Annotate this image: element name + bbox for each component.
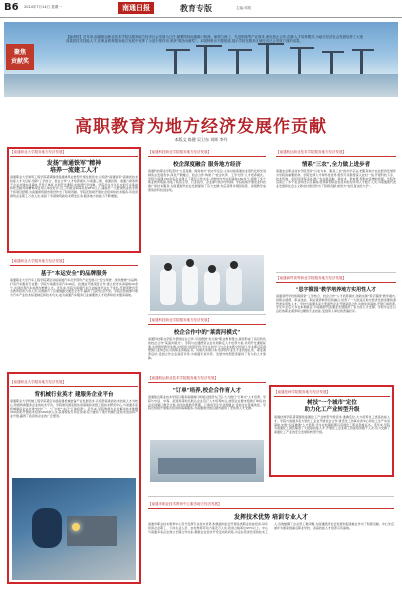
- byline: 本版文 陈健 吴卫东 刘晖 李丹: [174, 137, 228, 142]
- article-tag: 【南通科技职业学院服务地方经济发展】: [148, 150, 266, 157]
- article-6: [148, 376, 266, 436]
- article-body: 南通商贸学校积极探索"工学结合、校企合作"人才培养模式,创新实施"思字箍园"教学模式,将职业道德、职业技能、职业素养教育有机融合,培养了一大批适应地方经济发展需要的商贸类实用性人才。学校与南通多家大型商贸企业开展深度合作,共建实训基地,开展订单培养,学生毕业后大多在本地就业,为南通商贸流通业发展提供了有力的人才支撑。学校毕业生以良好的职业素养和过硬的专业技能,受到用人单位的普遍好评。: [276, 294, 396, 314]
- divider: [148, 496, 394, 497]
- article-body: 南通技师学院紧紧围绕南通化工产业转型升级需求,准确定位,大力培养化工类高技能人才。学院与南通多家大型化工企业开展校企合作,建设化工仿真实训中心和化工生产实训基地,实施"双证融通"人才培养,学生在校期间即可获得化工职业资格证书。近年来,学院为南通化工园区输送了大批高技能人才,开展化工企业职工技能培训数千人次,有力支撑了南通化工产业的安全发展和转型升级。: [274, 415, 390, 435]
- article-body: 南通科技职业学院与德国企业合作,引进德国"双元制"职业教育理念,探索形成了具有特色的校企合作"莱茵河模式"。学院与在通德资企业共同制定人才培养方案,共同开发课程标准,共同组织教学实施,共同进行质量评价,学生在校学习与企业实践交替进行,毕业即可获得德国行业协会认可的职业资格证书。该模式实施以来,培养的毕业生专业技能扎实、职业素养良好,受到合作企业高度评价,为南通引进外资、发展外向型经济提供了有力的人才保障。: [148, 337, 266, 360]
- highlight-box: [7, 372, 141, 584]
- award-badge: [6, 44, 34, 70]
- article-tag: 【南通航运职业技术学院服务地方经济发展】: [276, 150, 396, 157]
- article-body: 南通职业大学汽车工程学院紧密对接南通汽车及零部件产业发展,以"安全驾驶、绿色维修"为品牌,打造汽车服务专业群。学院与南通多家汽车4S店、检测站开展深度合作,建立校外实训基地20余个,共同培养汽车检测与维修人才。近年来,学院为南通汽车行业输送毕业生千余名,开展驾驶员安全教育培训万余人次,有效提升了区域道路交通安全水平,赢得了良好社会声誉。学院还积极参与地方汽车产业技术标准制定和技术攻关,成为南通汽车服务行业重要的人才培养和技术服务基地。: [10, 278, 138, 298]
- article-tag: 【南通商贸高等职业学校服务地方经济发展】: [276, 276, 396, 283]
- article-title: "订单"培养,校企合作育人才: [172, 388, 242, 394]
- page-number: B6: [4, 2, 19, 13]
- classroom-photo: [150, 440, 264, 482]
- divider: [148, 314, 266, 315]
- article-title: 基于"本运安全"的品牌服务: [40, 271, 108, 277]
- badge-line1: 聚焦: [13, 49, 26, 56]
- article-title: 发挥技术优势 培训专业人才: [233, 514, 309, 521]
- editor-credit: 主编:邓明: [236, 6, 252, 10]
- highlight-box: [7, 147, 141, 253]
- section-name: 教育专版: [180, 4, 212, 13]
- article-tag: 【南通市职业技术教育中心服务地方经济发展】: [148, 502, 394, 509]
- article-8: [276, 276, 396, 372]
- article-tag: 【南通职业大学服务地方经济发展】: [10, 259, 138, 266]
- article-tag: 【南通技师学院服务地方经济发展】: [274, 390, 390, 397]
- article-10: [148, 502, 394, 586]
- article-2: [10, 259, 138, 359]
- issue-date: 2014年7月14日 星期一: [24, 5, 62, 9]
- article-body: 南通航运职业技术学院以服务南通港口和航运经济为己任,大力推行"订单式"人才培养。学院与中远、中海、招商局等知名航运企业签订人才培养协议,按照企业要求组建订单班,校企共同制订教学计划,共同实施教学管理。订单班学生毕业即就业,受到企业普遍欢迎。学院还积极开展船员培训和海事服务,为南通建设航运强市提供了坚实的人才支撑。: [148, 395, 266, 411]
- article-body: 南通职业大学建筑工程学院紧紧围绕南通建筑业转型升级发展需求,以培养"南通铁军"高素质技术技能人才为目标,创新"工学结合、校企合作"人才培养模式,与南通三建、南通四建、南通六建等骨干企业共建实训基地,开设订单班,共同开发课程,实施现代学徒制。学院毕业生以扎实的专业基础和吃苦耐劳的精神深受用人单位好评,近三年就业率保持在98%以上,涌现出一大批建筑业技术骨干和项目经理,为南通建筑强市建设作出了积极贡献。学院还积极开展社会培训和技术服务,年培训建筑企业职工万余人次,承担了多项建筑新技术研发任务,服务地方的能力不断增强。: [10, 175, 138, 198]
- editor-note: 【编者按】近年来,南通航运职业技术学院以服务地方经济社会发展为己任,紧紧围绕南通港口物流、船舶与海工、先进制造等产业需求,深化校企合作,创新人才培养模式,为地方经济社会发展培养了大批高素质技术技能人才,在职业教育服务地方发展中发挥了示范引领作用,荣获"服务贡献奖"。本版特推出专题报道,展示学校在服务区域经济社会发展方面的成果。: [66, 35, 363, 44]
- article-title: 树技"一个城市"定位 助力化工产业转型升级: [304, 400, 360, 413]
- article-body: 南通农业职业技术学院坚持"以农为本、服务三农"的办学宗旨,把服务地方农业经济发展作为学院的重要使命。学院发挥人才和科技优势,组织专家教授深入农村一线,开展科技下乡、技术咨询、农民培训等活动,推广农业新品种、新技术、新成果,帮助农民增收致富。学院先后建立了多个农业科技示范基地,培训新型职业农民和农村实用人才数万人次,为南通现代农业发展和社会主义新农村建设作出了积极贡献,被誉为"农民身边的大学"。: [276, 169, 396, 189]
- article-7: [276, 150, 396, 268]
- article-tag: 【南通职业大学服务地方经济发展】: [10, 150, 138, 157]
- divider: [276, 272, 396, 273]
- article-tag: 【南通科技职业学院服务地方经济发展】: [148, 318, 266, 325]
- article-title: 背机械行业英才 建服务企业平台: [34, 392, 114, 398]
- article-title: 校企合作中的"莱茵河模式": [173, 330, 241, 336]
- highlight-box: [269, 385, 394, 477]
- article-body: 南通市职业技术教育中心充分发挥专业技术优势,积极面向社会开展各类职业技能培训,每年培训企业职工、下岗失业人员、农村转移劳动力等近万人次,培训合格率达95%以上。中心与南通多家企业建立长期合作关系,根据企业需求开设定向培训班,为企业培训急需的技术工人,有效缓解了企业用工难问题,为南通经济社会发展和促进就业作出了积极贡献。中心先后被评为国家级重点职业学校、省高技能人才培养示范基地。: [148, 522, 394, 534]
- newspaper-name: 南通日报: [118, 2, 154, 14]
- article-body: 南通科技职业学院坚持"立足南通、服务地方"的办学定位,主动对接南通农业现代化和先进制造业发展需求,深化产教融合、校企合作,构建了"校企共育、工学交替"人才培养模式。学院与南通150余家企业建立了紧密合作关系,共建校内外实训基地180多个,组建了多个职业教育集团,形成了政府主导、行业指导、企业参与的办学机制。学院积极开展农业科技推广和技术服务,为南通现代农业发展提供了有力支撑,先后获得多项国家级、省级教学成果奖和科技进步奖。: [148, 169, 266, 192]
- article-title: 校企深度融合 服务地方经济: [173, 162, 241, 168]
- badge-line2: 贡献奖: [10, 58, 29, 65]
- page-headline: 高职教育为地方经济发展作贡献: [75, 117, 327, 137]
- article-4: [148, 318, 266, 370]
- article-tag: 【南通航运职业技术学院服务地方经济发展】: [148, 376, 266, 383]
- article-3: [148, 150, 266, 250]
- article-body: 南通职业大学机械工程学院紧密对接南通机械装备产业发展需求,以培养高素质技术技能人才为核心,积极构建服务企业的技术平台。学院建有国家级实训基地和省级工程技术研究中心,与南通多家机械制造企业共建"校中厂"、"厂中校",实行"订单培养"。近年来,学院教师为企业解决技术难题200余项,开展技术培训5000余人次,获得授权专利百余项,有力推动了地方机械行业技术进步和产业升级,赢得了政府和企业的广泛赞誉。: [10, 399, 138, 419]
- article-tag: 【南通职业大学服务地方经济发展】: [10, 380, 138, 387]
- hero-banner-image: [4, 22, 398, 97]
- article-title: "思字箍园"教学培养地方实用性人才: [295, 287, 377, 293]
- students-lab-photo: [150, 255, 264, 311]
- article-title: 情系"三农",全力做上进步者: [301, 162, 371, 168]
- article-title: 发扬"南通铁军"精神 培养一流建工人才: [46, 160, 102, 174]
